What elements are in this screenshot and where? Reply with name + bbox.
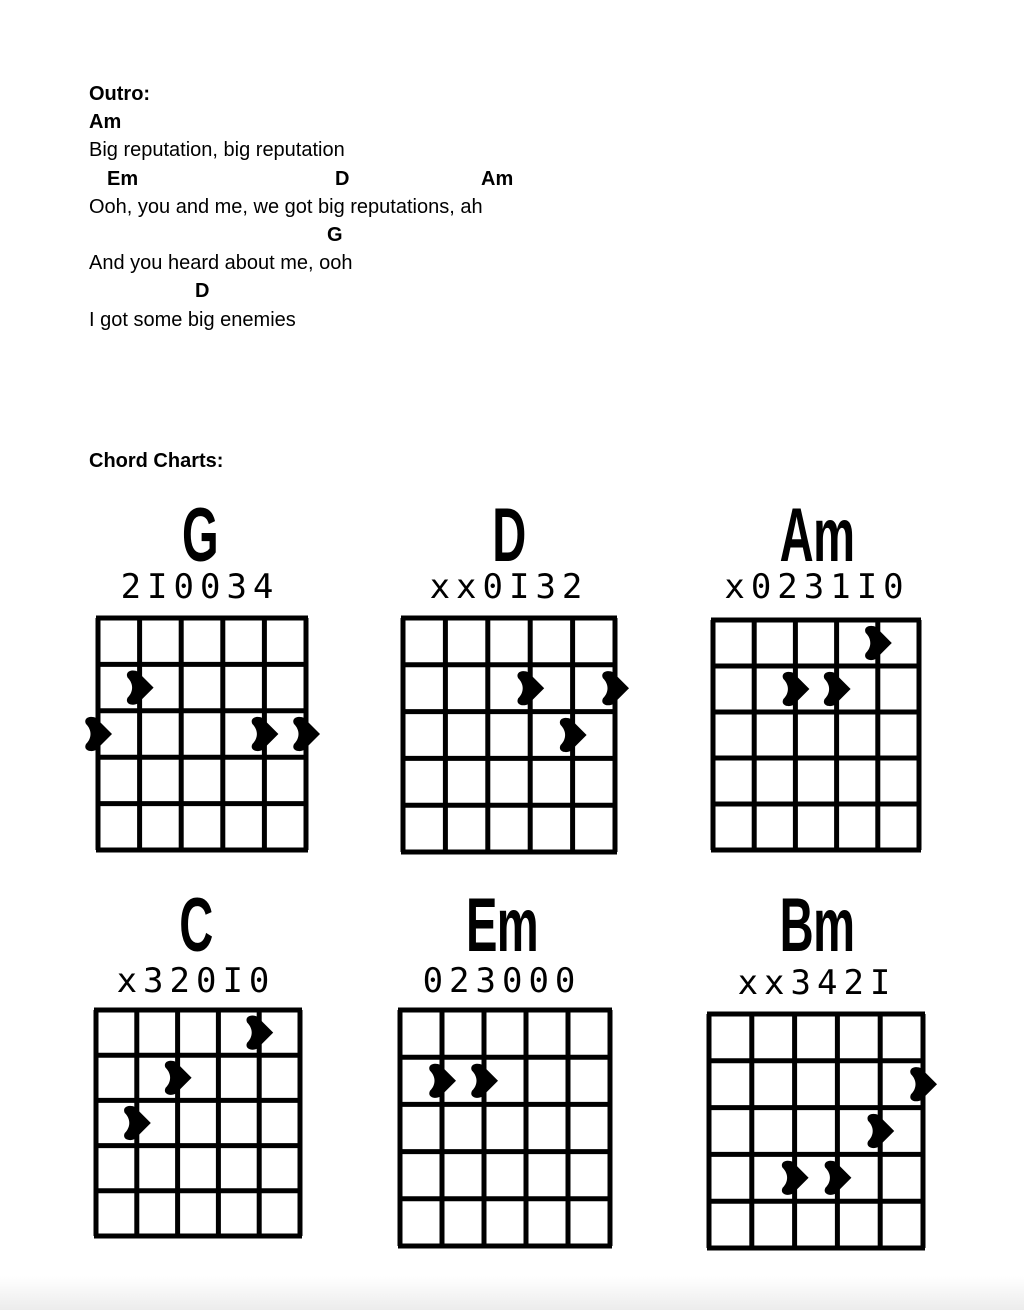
chord-above-lyric: Am xyxy=(89,111,122,133)
fretboard-grid xyxy=(94,614,310,854)
finger-dot xyxy=(429,1064,456,1098)
lyric-line: I got some big enemies xyxy=(89,309,296,331)
page-bottom-shadow xyxy=(0,1276,1024,1310)
lyric-line: Ooh, you and me, we got big reputations, ah xyxy=(89,196,483,218)
chord-fingering: 2I0034 xyxy=(120,567,280,607)
lyric-line: Big reputation, big reputation xyxy=(89,139,345,161)
chord-charts-heading: Chord Charts: xyxy=(89,450,224,472)
finger-dot xyxy=(824,672,851,706)
chord-above-lyric: G xyxy=(327,224,343,246)
finger-dot xyxy=(246,1016,273,1050)
chord-diagram-d xyxy=(389,493,629,858)
chord-diagram-title: C xyxy=(179,883,213,968)
finger-dot xyxy=(471,1064,498,1098)
outro-heading: Outro: xyxy=(89,83,151,105)
chord-above-lyric: Em xyxy=(107,168,139,190)
finger-dot xyxy=(783,672,810,706)
chord-diagram-title: G xyxy=(181,493,219,578)
finger-dot xyxy=(602,671,629,705)
fretboard-grid xyxy=(92,1006,304,1240)
chord-diagram-title: Am xyxy=(779,493,855,578)
finger-dot xyxy=(293,717,320,751)
fretboard-grid xyxy=(396,1006,614,1250)
finger-dot xyxy=(517,671,544,705)
finger-dot xyxy=(560,718,587,752)
chord-above-lyric: D xyxy=(195,280,210,302)
chord-above-lyric: Am xyxy=(481,168,514,190)
finger-dot xyxy=(865,626,892,660)
chord-diagram-am xyxy=(697,493,937,858)
chord-diagram-em xyxy=(382,883,622,1248)
fretboard-grid xyxy=(399,614,619,856)
lyric-line: And you heard about me, ooh xyxy=(89,252,353,274)
chord-fingering: 023000 xyxy=(422,961,582,1001)
fretboard-grid xyxy=(709,616,923,854)
chord-diagram-title: D xyxy=(492,493,526,578)
finger-dot xyxy=(910,1067,937,1101)
chord-fingering: xx0I32 xyxy=(429,567,589,607)
finger-dot xyxy=(867,1114,894,1148)
chord-diagram-title: Em xyxy=(465,883,539,968)
chord-fingering: x320I0 xyxy=(116,961,276,1001)
finger-dot xyxy=(85,717,112,751)
fretboard-grid xyxy=(705,1010,927,1252)
finger-dot xyxy=(782,1161,809,1195)
chord-diagram-c xyxy=(76,883,316,1248)
chord-fingering: xx342I xyxy=(737,963,897,1003)
finger-dot xyxy=(127,671,154,705)
chord-diagram-bm xyxy=(697,883,937,1248)
finger-dot xyxy=(124,1106,151,1140)
finger-dot xyxy=(825,1161,852,1195)
chord-above-lyric: D xyxy=(335,168,350,190)
chord-diagram-g xyxy=(80,493,320,858)
finger-dot xyxy=(252,717,279,751)
chord-diagram-title: Bm xyxy=(779,883,855,968)
finger-dot xyxy=(165,1061,192,1095)
chord-fingering: x0231I0 xyxy=(724,567,910,607)
